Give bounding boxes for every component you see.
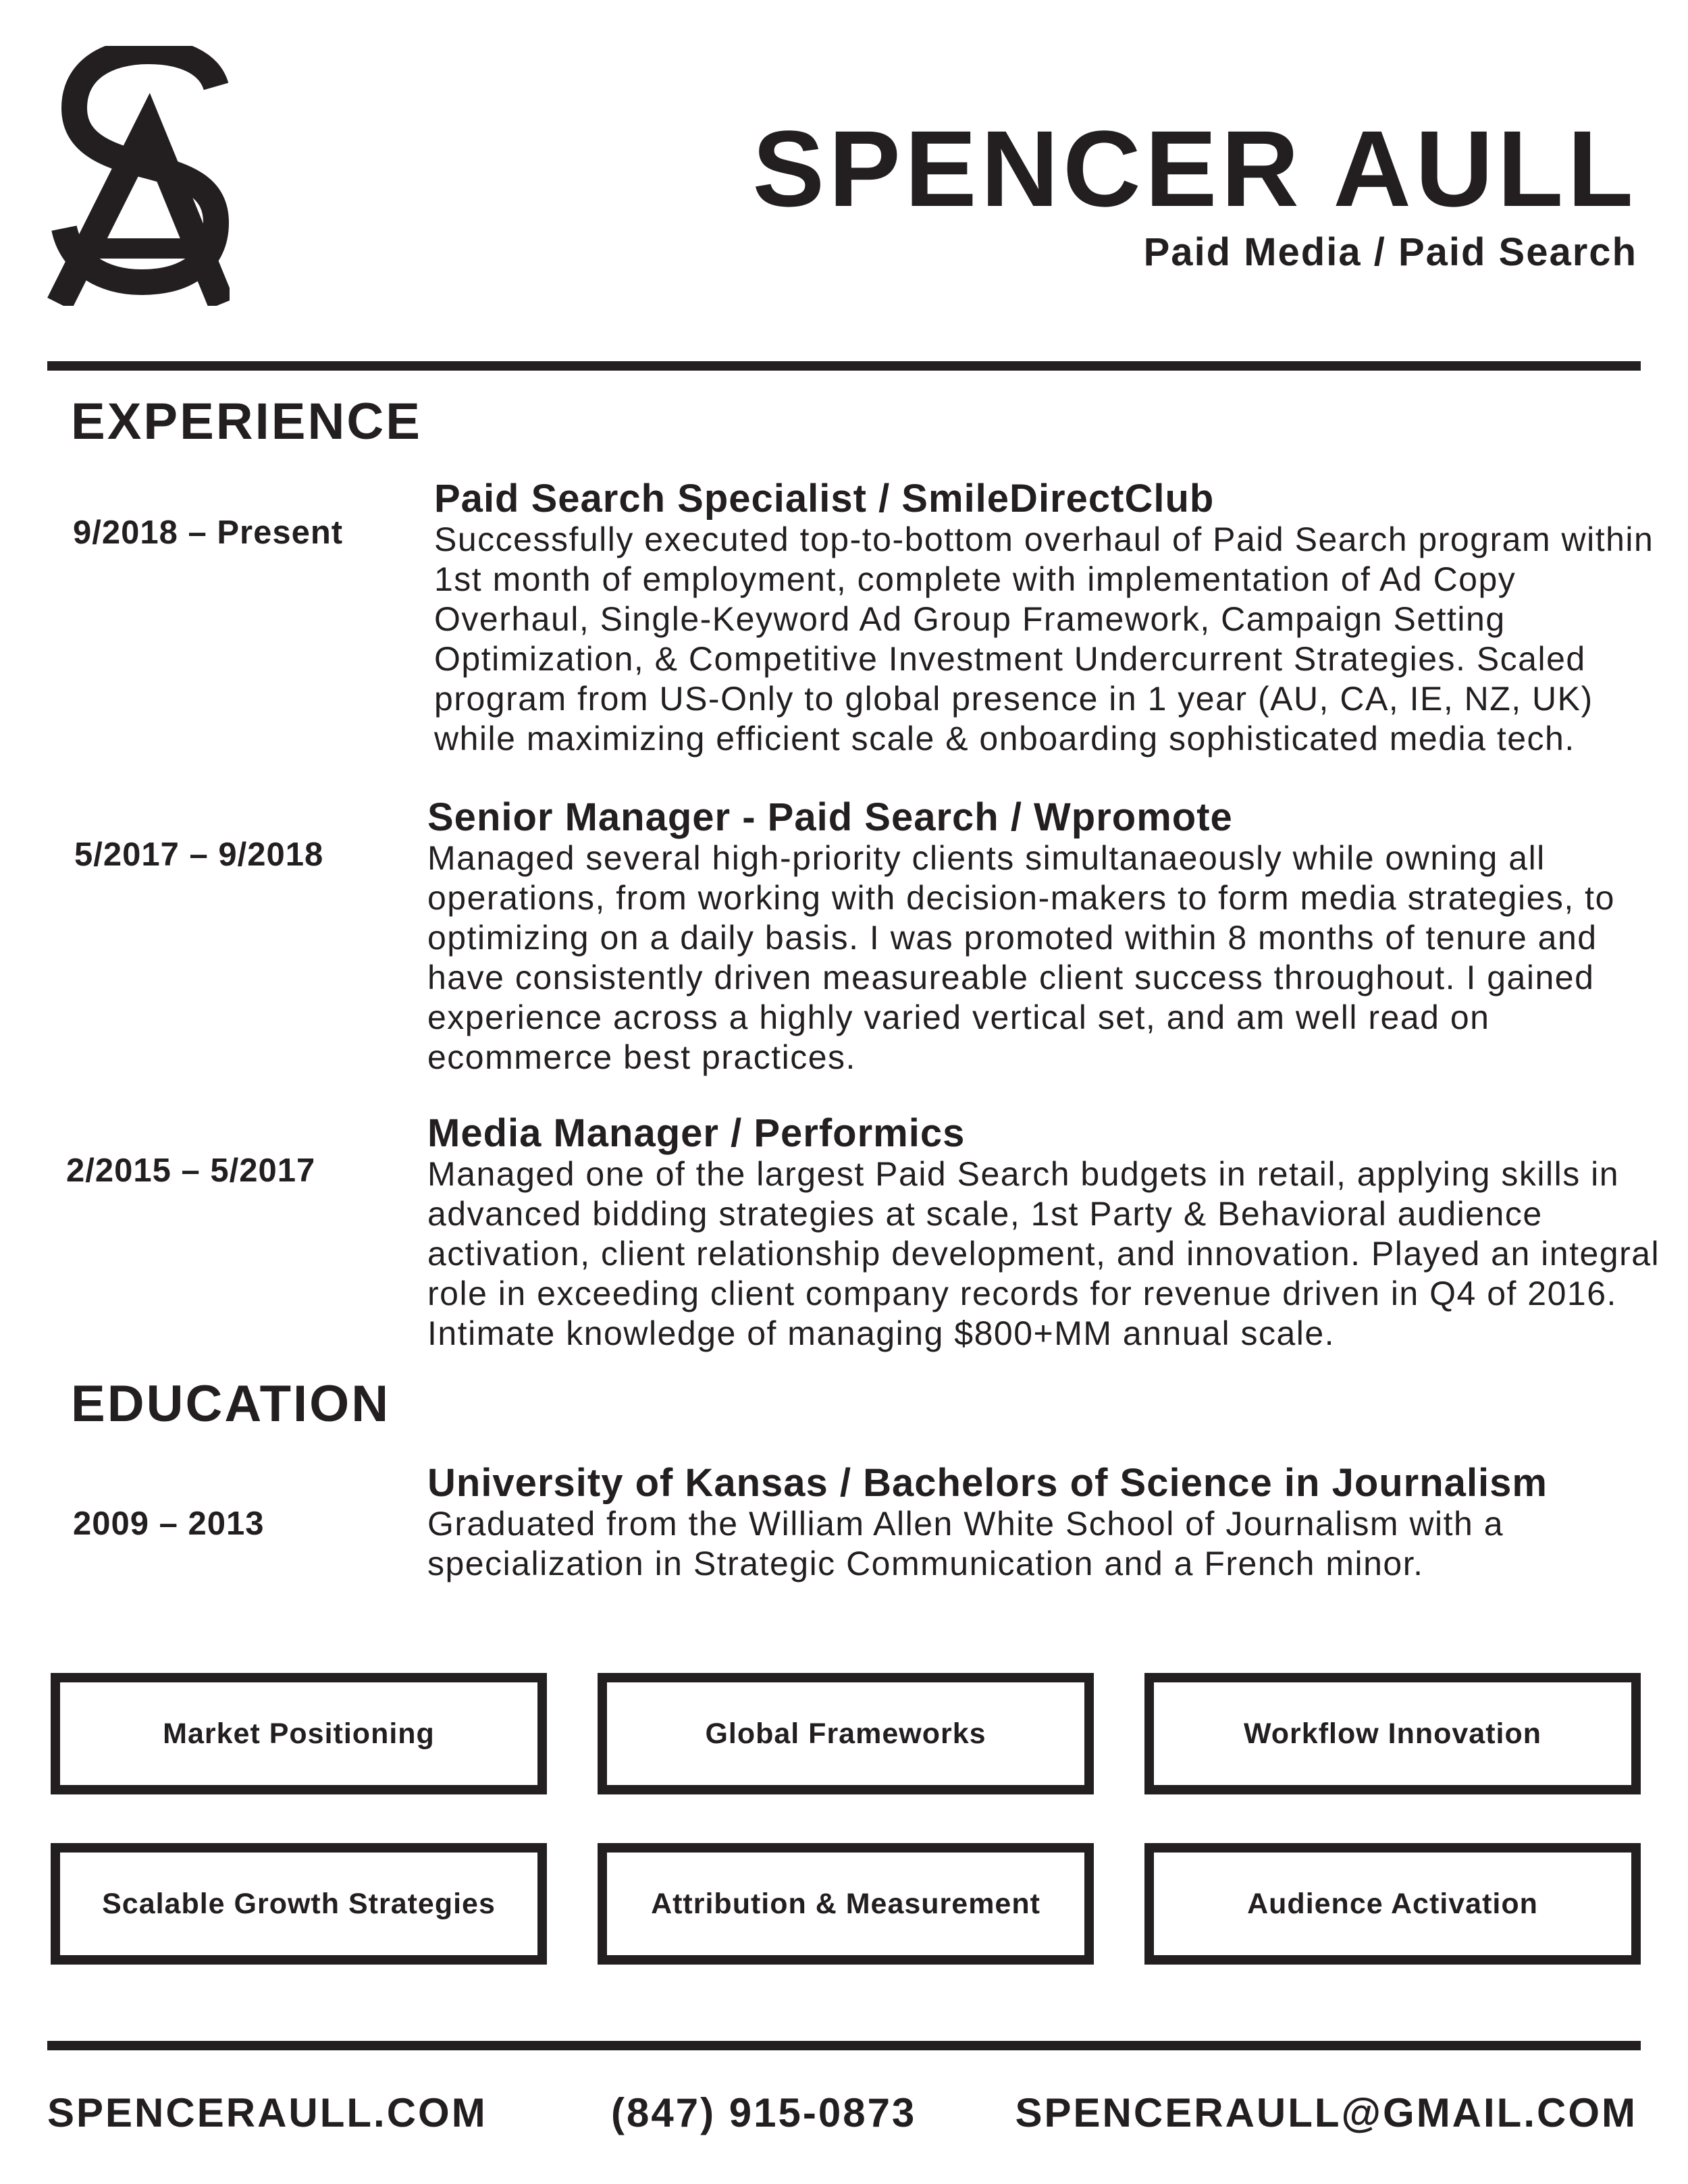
experience-date: 9/2018 – Present (73, 514, 344, 551)
skill-box: Workflow Innovation (1144, 1673, 1641, 1794)
divider-top (47, 361, 1641, 371)
education-date: 2009 – 2013 (73, 1506, 265, 1542)
experience-entry (427, 1113, 1663, 1354)
divider-bottom (47, 2041, 1641, 2050)
experience-entry (427, 797, 1663, 1077)
experience-entry (434, 478, 1670, 759)
skill-box: Scalable Growth Strategies (51, 1843, 547, 1965)
skill-box: Global Frameworks (598, 1673, 1094, 1794)
skill-box: Audience Activation (1144, 1843, 1641, 1965)
skill-box: Attribution & Measurement (598, 1843, 1094, 1965)
experience-description: Managed one of the largest Paid Search budgets in retail, applying skills in advanced bidding strategies at scale, 1st Party & Behavioral audience activation, client relationship development, and innovation. Played an integral role in exceeding client company records for revenue driven in Q4 of 2016. Intimate knowledge of managing $800+MM annual scale. (427, 1155, 1660, 1352)
name-title: SPENCER AULL (752, 108, 1637, 229)
education-title: University of Kansas / Bachelors of Science in Journalism (427, 1461, 1548, 1505)
monogram-logo (47, 46, 230, 306)
experience-date: 5/2017 – 9/2018 (74, 836, 324, 873)
experience-heading: EXPERIENCE (71, 393, 422, 450)
experience-description: Successfully executed top-to-bottom overhaul of Paid Search program within 1st month of employment, complete with implementation of Ad Copy Overhaul, Single-Keyword Ad Group Framework, Campaign Setting Optimization, & Competitive Investment Undercurrent Strategies. Scaled program from US-Only to global presence in 1 year (AU, CA, IE, NZ, UK) while maximizing efficient scale & onboarding sophisticated media tech. (434, 521, 1654, 757)
experience-title: Paid Search Specialist / SmileDirectClub (434, 477, 1215, 521)
skill-box: Market Positioning (51, 1673, 547, 1794)
experience-title: Media Manager / Performics (427, 1111, 966, 1155)
footer-email-link[interactable]: SPENCERAULL@GMAIL.COM (1015, 2090, 1637, 2135)
subtitle: Paid Media / Paid Search (1143, 230, 1637, 274)
experience-date: 2/2015 – 5/2017 (66, 1152, 316, 1189)
experience-title: Senior Manager - Paid Search / Wpromote (427, 795, 1233, 839)
footer-website-link[interactable]: SPENCERAULL.COM (47, 2090, 487, 2135)
footer-phone[interactable]: (847) 915-0873 (611, 2090, 917, 2135)
education-description: Graduated from the William Allen White School of Journalism with a specialization in Strategic Communication and a French minor. (427, 1505, 1504, 1582)
education-entry (427, 1462, 1663, 1584)
education-heading: EDUCATION (71, 1375, 391, 1433)
experience-description: Managed several high-priority clients simultanaeously while owning all operations, from working with decision-makers to form media strategies, to optimizing on a daily basis. I was promoted within 8 months of tenure and have consistently driven measureable client success throughout. I gained experience across a highly varied vertical set, and am well read on ecommerce best practices. (427, 839, 1615, 1076)
